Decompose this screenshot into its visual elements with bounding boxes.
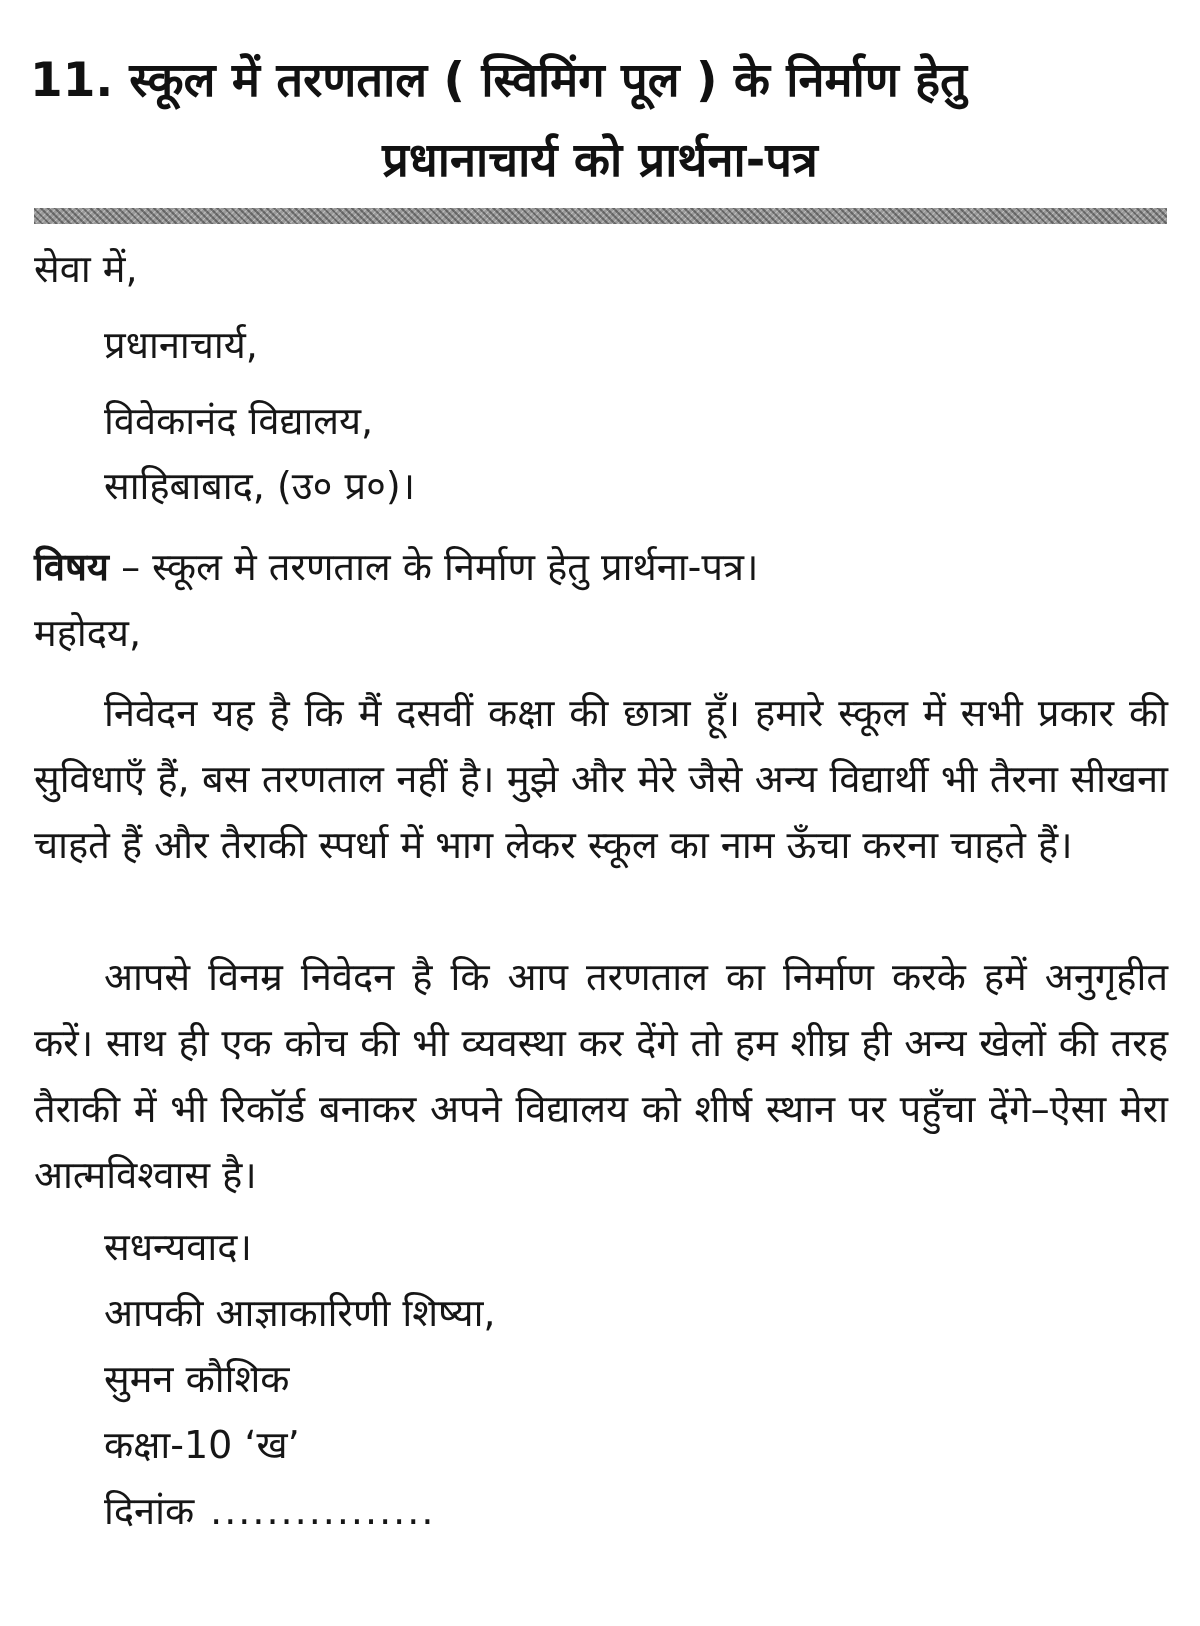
subject-line (34, 540, 758, 594)
title-text-line-1: स्कूल में तरणताल ( स्विमिंग पूल ) के निर्माण हेतु (129, 53, 967, 108)
page-title-line-2: प्रधानाचार्य को प्रार्थना-पत्र (382, 133, 818, 188)
address-salutation: सेवा में, (34, 247, 138, 291)
sender-name: सुमन कौशिक (104, 1357, 290, 1401)
body-paragraph-1: निवेदन यह है कि मैं दसवीं कक्षा की छात्रा हूँ। हमारे स्कूल में सभी प्रकार की सुविधाएँ हैं, बस तरणताल नहीं है। मुझे और मेरे जैसे अन्य विद्यार्थी भी तैरना सीखना चाहते हैं और तैराकी स्पर्धा में भाग लेकर स्कूल का नाम ऊँचा करना चाहते हैं। (34, 691, 1168, 867)
page-title-line-1 (30, 48, 1170, 114)
date-line (104, 1484, 435, 1538)
greeting: महोदय, (34, 611, 142, 655)
address-recipient: प्रधानाचार्य, (104, 323, 258, 367)
date-label: दिनांक (104, 1489, 195, 1533)
subject-label: विषय (34, 545, 109, 589)
address-place: साहिबाबाद, (उ० प्र०)। (104, 464, 416, 508)
address-school: विवेकानंद विद्यालय, (104, 399, 374, 443)
sender-class: कक्षा-10 ‘ख’ (104, 1423, 300, 1467)
question-number: 11. (30, 53, 114, 108)
closing-signoff: आपकी आज्ञाकारिणी शिष्या, (104, 1291, 496, 1335)
title-divider (34, 208, 1167, 224)
date-blank: ................ (210, 1489, 436, 1533)
subject-text: – स्कूल मे तरणताल के निर्माण हेतु प्रार्थना-पत्र। (108, 545, 759, 589)
closing-thanks: सधन्यवाद। (104, 1225, 252, 1269)
body-paragraph-2: आपसे विनम्र निवेदन है कि आप तरणताल का निर्माण करके हमें अनुगृहीत करें। साथ ही एक कोच की भी व्यवस्था कर देंगे तो हम शीघ्र ही अन्य खेलों की तरह तैराकी में भी रिकॉर्ड बनाकर अपने विद्यालय को शीर्ष स्थान पर पहुँचा देंगे–ऐसा मेरा आत्मविश्वास है। (34, 955, 1168, 1197)
